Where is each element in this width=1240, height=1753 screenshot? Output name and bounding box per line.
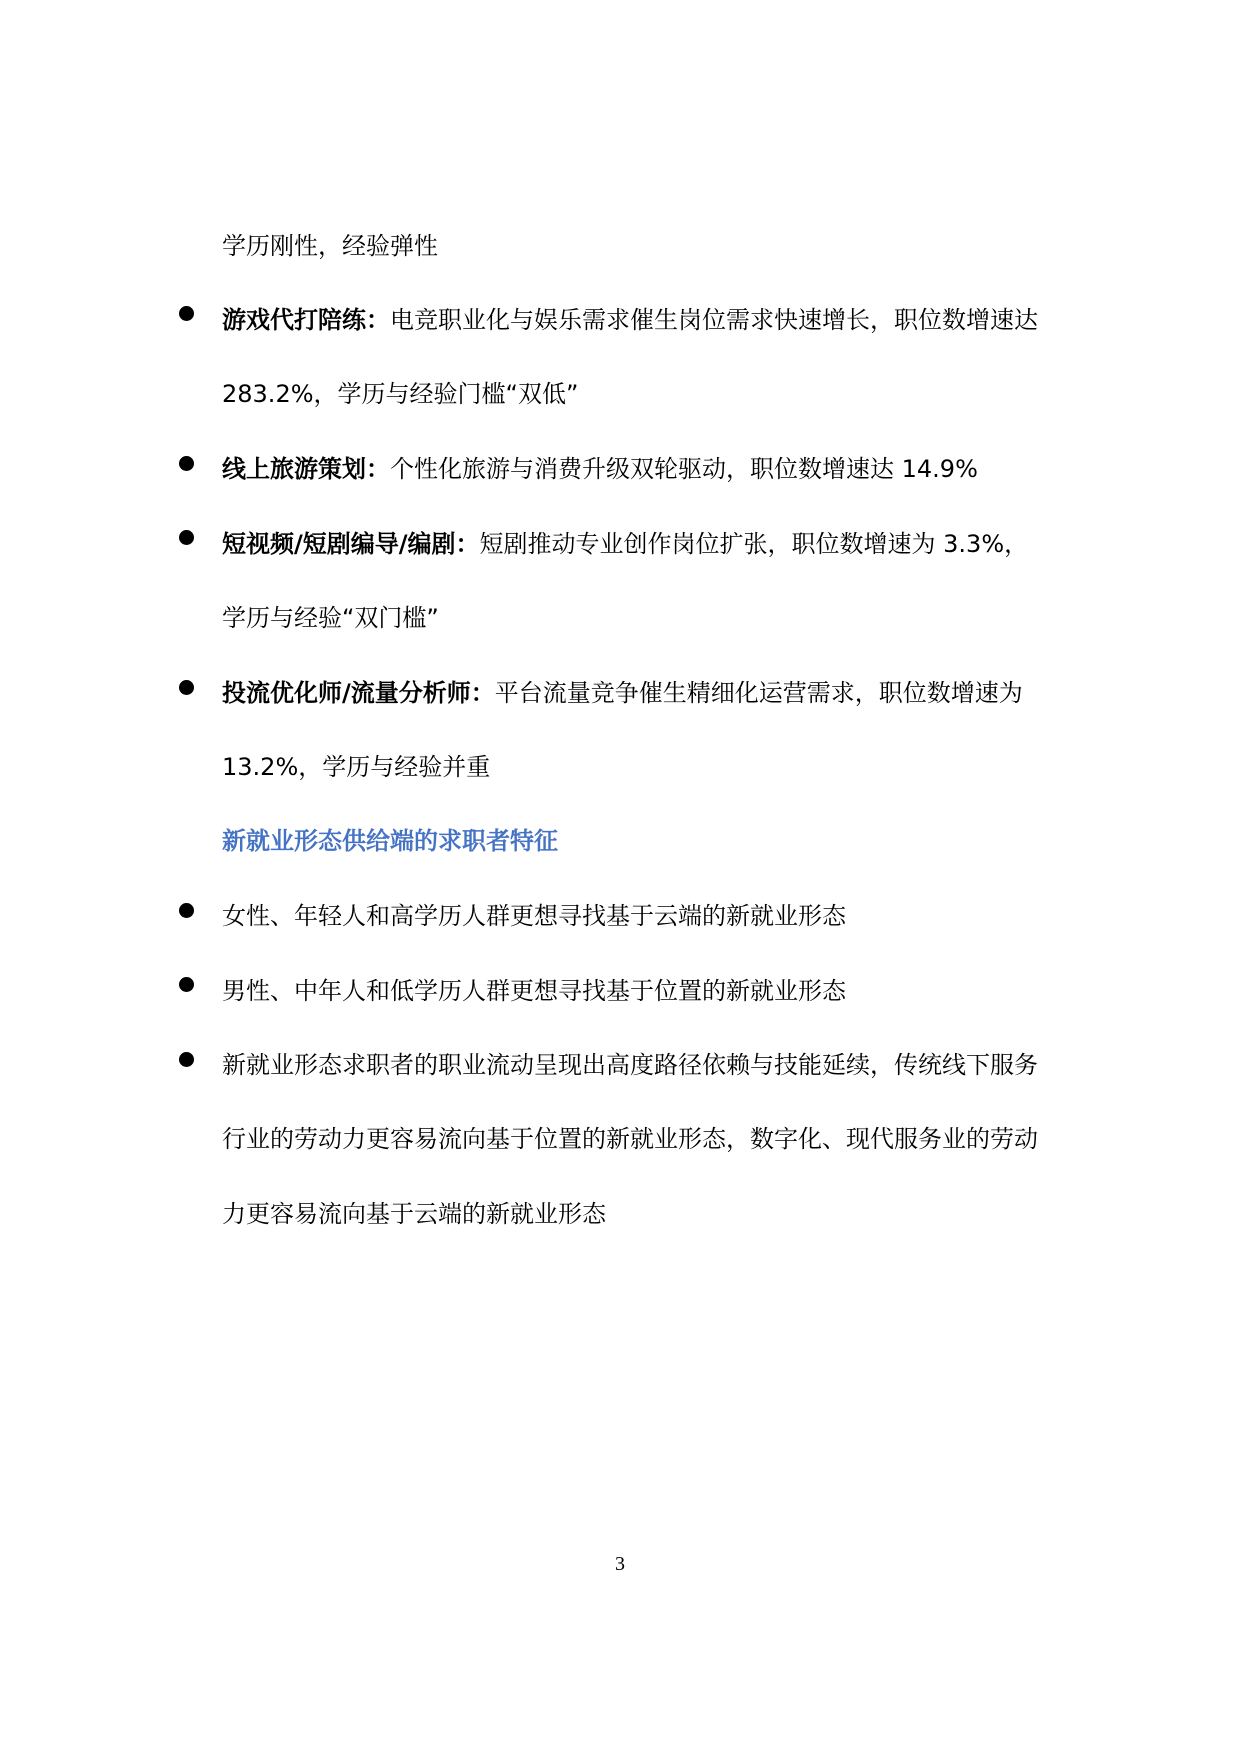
bullet-dot (179, 456, 194, 471)
bullet-dot (179, 530, 194, 545)
characteristic-item-continued: 行业的劳动力更容易流向基于位置的新就业形态，数字化、现代服务业的劳动 (222, 1125, 1038, 1153)
occupation-item-online-travel (222, 452, 978, 486)
occupation-description-continued: 学历与经验“双门槛” (222, 604, 439, 632)
characteristic-item: 新就业形态求职者的职业流动呈现出高度路径依赖与技能延续，传统线下服务 (222, 1051, 1038, 1079)
occupation-description: 个性化旅游与消费升级双轮驱动，职位数增速达 14.9% (390, 455, 978, 483)
intro-continuation: 学历刚性，经验弹性 (222, 232, 438, 260)
occupation-description-continued: 13.2%，学历与经验并重 (222, 753, 491, 781)
occupation-description: 短剧推动专业创作岗位扩张，职位数增速为 3.3%， (479, 530, 1029, 558)
characteristic-item-continued: 力更容易流向基于云端的新就业形态 (222, 1200, 606, 1228)
bullet-dot (179, 306, 194, 321)
section-heading: 新就业形态供给端的求职者特征 (222, 827, 558, 855)
occupation-title: 线上旅游策划： (222, 455, 390, 483)
bullet-dot (179, 977, 194, 992)
occupation-title: 短视频/短剧编导/编剧： (222, 530, 480, 558)
occupation-title: 投流优化师/流量分析师： (222, 679, 495, 707)
occupation-item-short-video-director (222, 527, 1028, 561)
occupation-description-continued: 283.2%，学历与经验门槛“双低” (222, 380, 579, 408)
occupation-description: 平台流量竞争催生精细化运营需求，职位数增速为 (494, 679, 1023, 707)
bullet-dot (179, 1052, 194, 1067)
page-number: 3 (615, 1553, 625, 1575)
bullet-dot (179, 680, 194, 695)
occupation-description: 电竞职业化与娱乐需求催生岗位需求快速增长，职位数增速达 (390, 306, 1038, 334)
bullet-dot (179, 903, 194, 918)
characteristic-item: 女性、年轻人和高学历人群更想寻找基于云端的新就业形态 (222, 902, 846, 930)
characteristic-item: 男性、中年人和低学历人群更想寻找基于位置的新就业形态 (222, 977, 846, 1005)
occupation-item-game-coaching (222, 303, 1038, 337)
occupation-title: 游戏代打陪练： (222, 306, 390, 334)
occupation-item-traffic-optimizer (222, 676, 1023, 710)
